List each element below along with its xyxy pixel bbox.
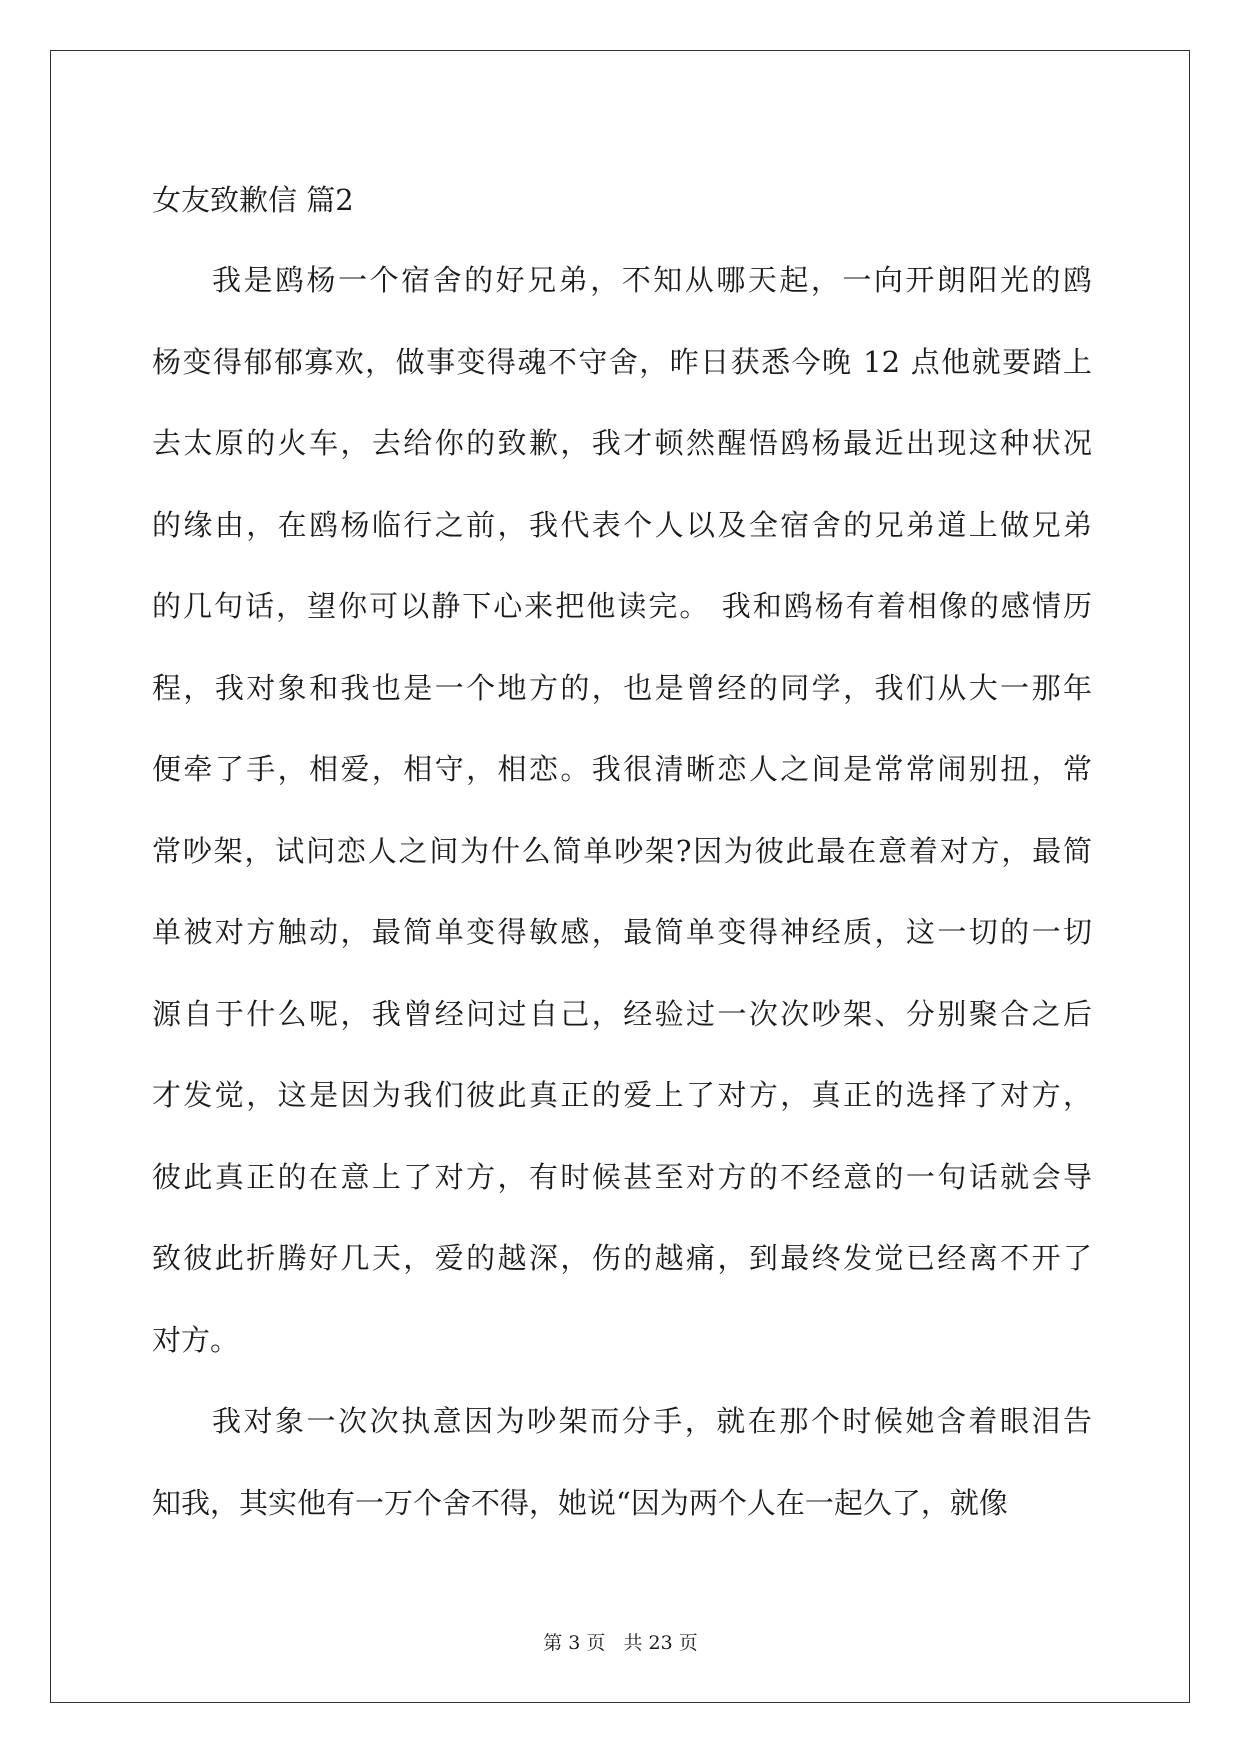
paragraph-line: 的缘由，在鸥杨临行之前，我代表个人以及全宿舍的兄弟道上做兄弟 <box>152 507 1092 542</box>
page-total: 共 23 页 <box>623 1632 698 1654</box>
paragraph-line: 程，我对象和我也是一个地方的，也是曾经的同学，我们从大一那年 <box>152 670 1092 705</box>
paragraph <box>152 240 1092 1381</box>
paragraph-line: 去太原的火车，去给你的致歉，我才顿然醒悟鸥杨最近出现这种状况 <box>152 426 1092 460</box>
page-footer <box>0 1628 1241 1655</box>
paragraph-line: 我是鸥杨一个宿舍的好兄弟，不知从哪天起，一向开朗阳光的鸥 <box>212 263 1092 297</box>
paragraph-line: 单被对方触动，最简单变得敏感，最简单变得神经质，这一切的一切 <box>152 915 1092 949</box>
paragraph-line: 的几句话，望你可以静下心来把他读完。 我和鸥杨有着相像的感情历 <box>152 589 1092 623</box>
paragraph-line: 杨变得郁郁寡欢，做事变得魂不守舍，昨日获悉今晚 12 点他就要踏上 <box>152 344 1092 379</box>
page-number: 第 3 页 <box>543 1632 606 1654</box>
paragraph-line: 常吵架，试问恋人之间为什么简单吵架?因为彼此最在意着对方，最简 <box>152 833 1092 868</box>
paragraph-line: 我对象一次次执意因为吵架而分手，就在那个时候她含着眼泪告 <box>212 1404 1092 1438</box>
paragraph <box>152 1381 1092 1544</box>
paragraph-line: 源自于什么呢，我曾经问过自己，经验过一次次吵架、分别聚合之后 <box>152 996 1092 1031</box>
paragraph-line: 致彼此折腾好几天，爱的越深，伤的越痛，到最终发觉已经离不开了 <box>152 1241 1092 1275</box>
paragraphs <box>152 240 1092 1544</box>
document-title: 女友致歉信 篇2 <box>152 183 354 217</box>
document-body <box>152 160 1092 1544</box>
paragraph-line: 彼此真正的在意上了对方，有时候甚至对方的不经意的一句话就会导 <box>152 1159 1092 1194</box>
paragraph-line: 对方。 <box>152 1322 240 1357</box>
paragraph-line: 便牵了手，相爱，相守，相恋。我很清晰恋人之间是常常闹别扭，常 <box>152 752 1092 786</box>
paragraph-line: 才发觉，这是因为我们彼此真正的爱上了对方，真正的选择了对方， <box>152 1078 1092 1112</box>
paragraph-line: 知我，其实他有一万个舍不得，她说“因为两个人在一起久了，就像 <box>152 1485 1008 1520</box>
